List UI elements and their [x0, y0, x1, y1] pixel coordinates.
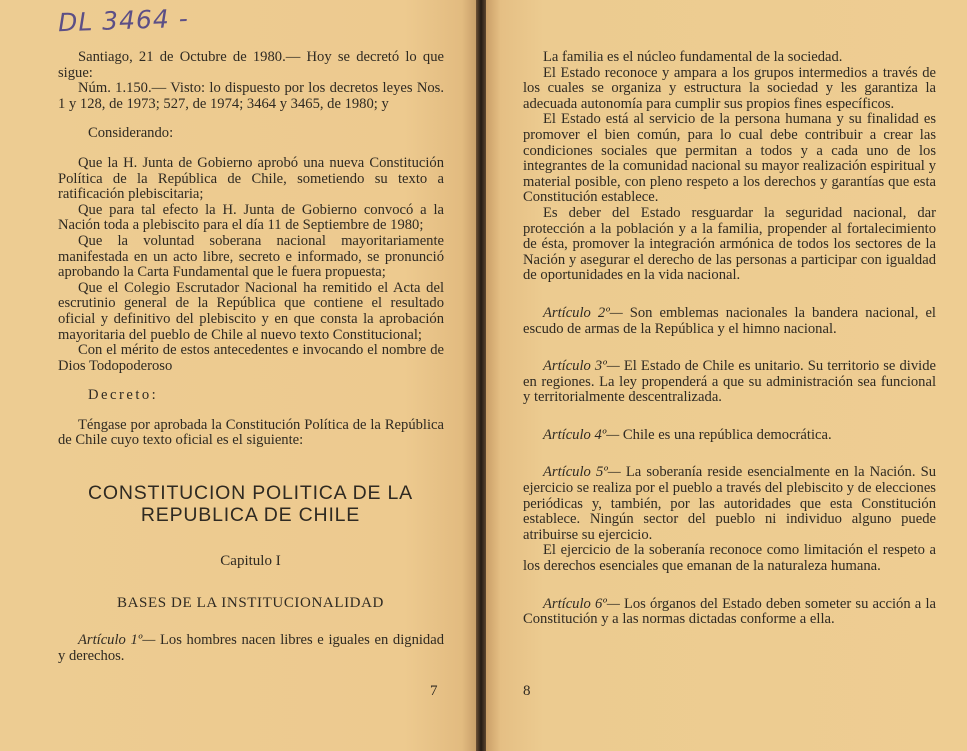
article-5-paragraph: El ejercicio de la soberanía reconoce como limitación el respeto a los derechos esenciales que emanan de la naturaleza humana.: [523, 542, 936, 575]
article-1-paragraph: Es deber del Estado resguardar la seguridad nacional, dar protección a la población y a la familia, propender al fortalecimiento de ésta, promover la integración armónica de todos los sectores de la Nación y asegurar el derecho de las personas a participar con igualdad de oportunidades en la vida nacional.: [523, 204, 936, 284]
chapter-title: BASES DE LA INSTITUCIONALIDAD: [117, 595, 384, 611]
article-text: El Estado de Chile es unitario. Su territorio se divide en regiones. La ley propenderá a que su administración sea funcional y territorialmente descentralizada.: [523, 358, 936, 406]
right-body: [523, 50, 936, 628]
article-1: [58, 633, 444, 664]
article-text: Son emblemas nacionales la bandera nacional, el escudo de armas de la República y el himno nacional.: [523, 304, 936, 337]
article-1-paragraph: La familia es el núcleo fundamental de la sociedad.: [543, 49, 843, 65]
article-label: Artículo 1º—: [78, 632, 156, 648]
visto-paragraph: Núm. 1.150.— Visto: lo dispuesto por los decretos leyes Nos. 1 y 128, de 1973; 527, de 1974; 3464 y 3465, de 1980; y: [58, 80, 444, 112]
right-page: [486, 0, 967, 751]
page-number: 7: [430, 683, 438, 699]
article-6: [523, 597, 936, 628]
article-4: [523, 428, 936, 444]
whereas-paragraph: Que para tal efecto la H. Junta de Gobierno convocó a la Nación toda a plebiscito para el día 11 de Septiembre de 1980;: [58, 201, 444, 234]
page-number: 8: [523, 683, 531, 699]
intro-paragraph: Santiago, 21 de Octubre de 1980.— Hoy se decretó lo que sigue:: [58, 49, 444, 81]
considerando-heading: Considerando:: [88, 125, 174, 142]
decreto-paragraph: Téngase por aprobada la Constitución Política de la República de Chile cuyo texto oficial es el siguiente:: [58, 416, 444, 449]
article-2: [523, 306, 936, 337]
handwritten-note: DL 3464 -: [57, 3, 190, 38]
article-5: [523, 465, 936, 543]
article-label: Artículo 2º—: [543, 304, 623, 321]
article-label: Artículo 6º—: [543, 595, 620, 612]
whereas-paragraph: Con el mérito de estos antecedentes e invocando el nombre de Dios Todopoderoso: [58, 342, 444, 374]
decreto-heading: Decreto:: [88, 387, 159, 404]
article-label: Artículo 3º—: [543, 358, 620, 375]
chapter-label: Capitulo I: [220, 553, 281, 569]
title-line: REPUBLICA DE CHILE: [140, 504, 361, 526]
article-1-paragraph: El Estado está al servicio de la persona humana y su finalidad es promover el bien común, para lo cual debe contribuir a crear las condiciones sociales que permitan a todos y a cada uno de los integrantes de la comunidad nacional su mayor realización espiritual y material posible, con pleno respeto a los derechos y garantías que esta Constitución establece.: [523, 111, 936, 206]
left-body: [58, 50, 444, 449]
whereas-paragraph: Que el Colegio Escrutador Nacional ha remitido el Acta del escrutinio general de la República que contiene el resultado oficial y definitivo del plebiscito y en que consta la aprobación mayoritaria del pueblo de Chile al nuevo texto Constitucional;: [58, 279, 444, 343]
article-3: [523, 359, 936, 406]
title-line: CONSTITUCION POLITICA DE LA: [88, 482, 413, 504]
article-1-paragraph: El Estado reconoce y ampara a los grupos intermedios a través de los cuales se organiza y estructura la sociedad y les garantiza la adecuada autonomía para cumplir sus propios fines específicos.: [523, 64, 936, 112]
book-spine: [476, 0, 486, 751]
left-page: [0, 0, 476, 751]
constitution-title: [58, 482, 443, 526]
article-text: La soberanía reside esencialmente en la Nación. Su ejercicio se realiza por el pueblo a través del plebiscito y de elecciones periódicas y, también, por las autoridades que esta Constitución establece. Ningún sector del pueblo ni individuo alguno puede atribuirse su ejercicio.: [523, 464, 936, 543]
article-text: Chile es una república democrática.: [619, 426, 832, 443]
article-text: Los órganos del Estado deben someter su acción a la Constitución y a las normas dictadas conforme a ella.: [523, 595, 936, 628]
article-label: Artículo 4º—: [543, 426, 620, 443]
whereas-paragraph: Que la H. Junta de Gobierno aprobó una nueva Constitución Política de la República de Chile, sometiendo su texto a ratificación plebiscitaria;: [58, 154, 444, 203]
article-label: Artículo 5º—: [543, 464, 621, 481]
whereas-paragraph: Que la voluntad soberana nacional mayoritariamente manifestada en un acto libre, secreto e informado, se pronunció aprobando la Carta Fundamental que le fuera propuesta;: [58, 232, 444, 281]
article-text: Los hombres nacen libres e iguales en dignidad y derechos.: [58, 632, 444, 664]
